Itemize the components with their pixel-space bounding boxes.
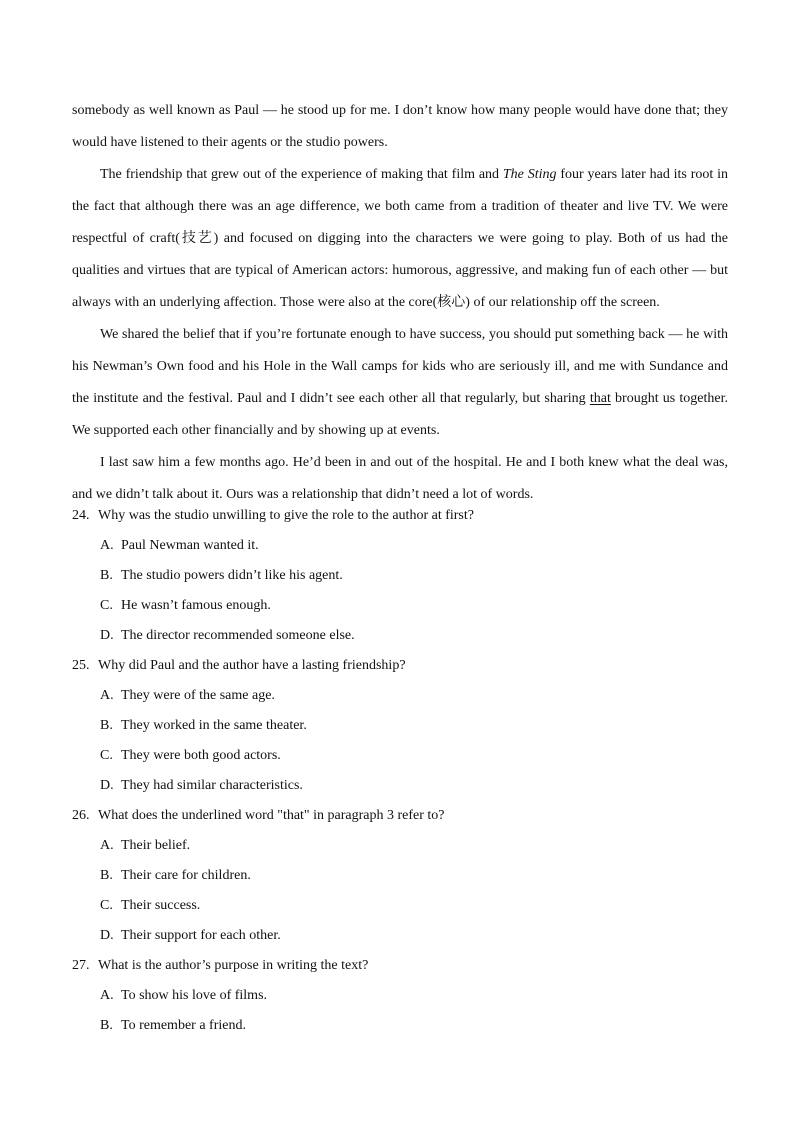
option-text: They were of the same age. [121, 688, 275, 703]
option-label: C. [100, 748, 113, 763]
question-text: What is the author’s purpose in writing the text? [98, 958, 369, 973]
option-text: To remember a friend. [121, 1018, 246, 1033]
question-text: What does the underlined word "that" in paragraph 3 refer to? [98, 808, 445, 823]
question-number: 27. [72, 958, 90, 973]
question-stem [72, 951, 728, 981]
option-a [72, 981, 728, 1011]
option-a [72, 681, 728, 711]
paragraph-2-text-end: four years later had its root in the fact that although there was an age difference, we both came from a tradition of theater and live TV. We were respectful of craft(技艺) and focused on digging into the characters we were going to play. Both of us had the qualities and virtues that are typical of American actors: humorous, aggressive, and making fun of each other — but always with an underlying affection. Those were also at the core(核心) of our relationship off the screen. [72, 167, 728, 310]
question-number: 25. [72, 658, 90, 673]
option-text: He wasn’t famous enough. [121, 598, 271, 613]
paragraph-3 [72, 319, 728, 447]
question-text: Why was the studio unwilling to give the role to the author at first? [98, 508, 474, 523]
paragraph-3-text-start: We shared the belief that if you’re fortunate enough to have success, you should put something back — he with his Newman’s Own food and his Hole in the Wall camps for kids who are seriously ill, and me with Sundance and the institute and the festival. Paul and I didn’t see each other all that regularly, but sharing [72, 327, 728, 406]
paragraph-2 [72, 159, 728, 319]
reading-passage [72, 95, 728, 511]
option-label: B. [100, 1018, 113, 1033]
option-c [72, 591, 728, 621]
paragraph-1: somebody as well known as Paul — he stood up for me. I don’t know how many people would have done that; they would have listened to their agents or the studio powers. [72, 103, 728, 150]
underlined-word: that [589, 391, 611, 406]
option-b [72, 861, 728, 891]
paragraph-2-text-start: The friendship that grew out of the experience of making that film and [100, 167, 503, 182]
option-label: B. [100, 718, 113, 733]
question-stem [72, 801, 728, 831]
film-title: The Sting [502, 167, 557, 182]
option-label: A. [100, 838, 114, 853]
question-text: Why did Paul and the author have a lasting friendship? [98, 658, 406, 673]
paragraph-4: I last saw him a few months ago. He’d been in and out of the hospital. He and I both knew what the deal was, and we didn’t talk about it. Ours was a relationship that didn’t need a lot of words. [72, 455, 728, 502]
option-text: Their support for each other. [121, 928, 281, 943]
option-label: C. [100, 898, 113, 913]
option-text: Their success. [121, 898, 201, 913]
option-c [72, 741, 728, 771]
question-stem [72, 501, 728, 531]
option-a [72, 531, 728, 561]
paragraph-3-text-end: brought us together. We supported each other financially and by showing up at events. [72, 391, 728, 438]
option-d [72, 621, 728, 651]
option-text: They were both good actors. [121, 748, 281, 763]
option-label: A. [100, 988, 114, 1003]
option-label: A. [100, 538, 114, 553]
option-c [72, 891, 728, 921]
question-stem [72, 651, 728, 681]
question-27 [72, 951, 728, 1041]
question-number: 24. [72, 508, 90, 523]
option-label: B. [100, 568, 113, 583]
option-text: They had similar characteristics. [121, 778, 303, 793]
option-text: They worked in the same theater. [121, 718, 307, 733]
question-number: 26. [72, 808, 90, 823]
option-label: D. [100, 628, 114, 643]
option-text: To show his love of films. [121, 988, 268, 1003]
option-text: The director recommended someone else. [121, 628, 355, 643]
option-text: Their belief. [121, 838, 191, 853]
option-label: A. [100, 688, 114, 703]
option-text: Their care for children. [121, 868, 251, 883]
question-26 [72, 801, 728, 951]
option-b [72, 1011, 728, 1041]
option-a [72, 831, 728, 861]
question-24 [72, 501, 728, 651]
question-25 [72, 651, 728, 801]
option-label: D. [100, 928, 114, 943]
option-label: D. [100, 778, 114, 793]
question-list [72, 501, 728, 1041]
option-b [72, 711, 728, 741]
option-text: Paul Newman wanted it. [121, 538, 259, 553]
option-label: C. [100, 598, 113, 613]
option-d [72, 921, 728, 951]
option-d [72, 771, 728, 801]
option-text: The studio powers didn’t like his agent. [121, 568, 343, 583]
option-b [72, 561, 728, 591]
option-label: B. [100, 868, 113, 883]
